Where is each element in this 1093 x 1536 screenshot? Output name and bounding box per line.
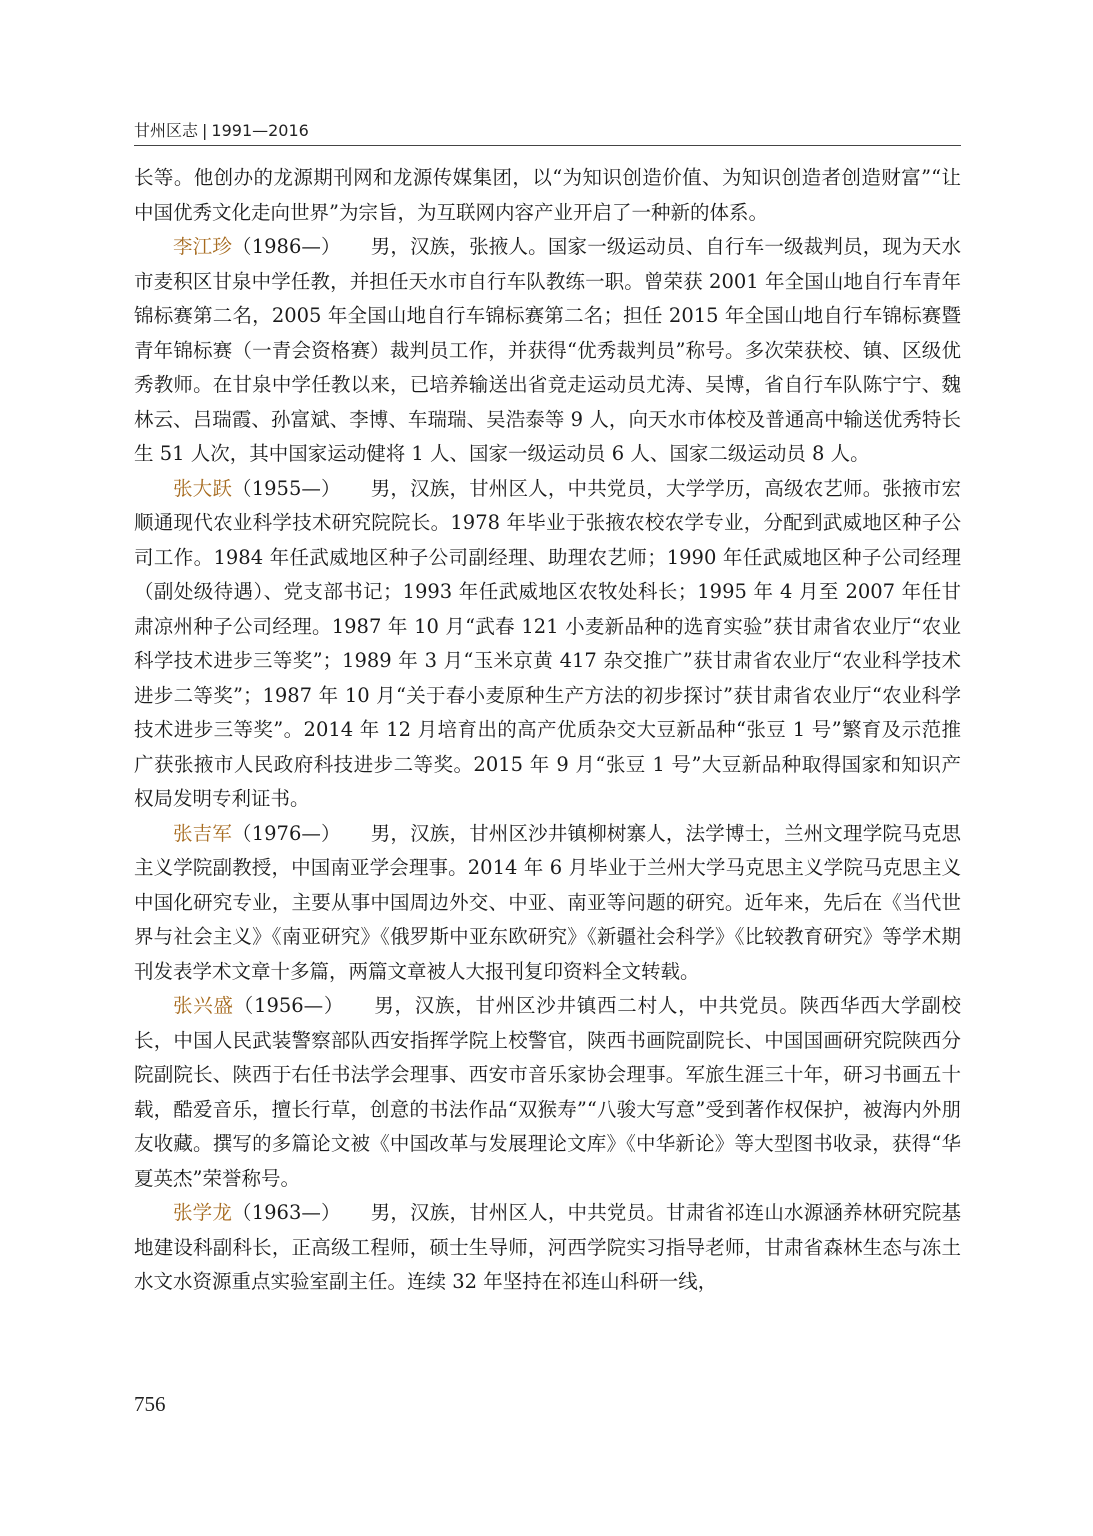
person-years: （1986—） [232,235,341,258]
running-header [134,121,961,141]
biography-text: 男，汉族，甘州区沙井镇西二村人，中共党员。陕西华西大学副校长，中国人民武装警察部队西安指挥学院上校警官，陕西书画院副院长、中国国画研究院陕西分院副院长、陕西于右任书法学会理事、西安市音乐家协会理事。军旅生涯三十年，研习书画五十载，酷爱音乐，擅长行草，创意的书法作品“双猴寿”“八骏大写意”受到著作权保护，被海内外朋友收藏。撰写的多篇论文被《中国改革与发展理论文库》《中华新论》等大型图书收录，获得“华夏英杰”荣誉称号。 [134,994,961,1190]
person-name: 李江珍 [173,235,233,258]
biography-text: 男，汉族，张掖人。国家一级运动员、自行车一级裁判员，现为天水市麦积区甘泉中学任教，并担任天水市自行车队教练一职。曾荣获 2001 年全国山地自行车青年锦标赛第二名，2005 年全国山地自行车锦标赛第二名；担任 2015 年全国山地自行车锦标赛暨青年锦标赛（一青会资格赛）裁判员工作，并获得“优秀裁判员”称号。多次荣获校、镇、区级优秀教师。在甘泉中学任教以来，已培养输送出省竞走运动员尤涛、吴博，省自行车队陈宁宁、魏林云、吕瑞霞、孙富斌、李博、车瑞瑞、吴浩泰等 9 人，向天水市体校及普通高中输送优秀特长生 51 人次，其中国家运动健将 1 人、国家一级运动员 6 人、国家二级运动员 8 人。 [134,235,961,465]
person-years: （1963—） [232,1201,341,1224]
page-number: 756 [134,1392,166,1416]
biography-entry [134,817,961,990]
biography-text: 男，汉族，甘州区人，中共党员，大学学历，高级农艺师。张掖市宏顺通现代农业科学技术研究院院长。1978 年毕业于张掖农校农学专业，分配到武威地区种子公司工作。1984 年任武威地区种子公司副经理、助理农艺师；1990 年任武威地区种子公司经理（副处级待遇）、党支部书记；1993 年任武威地区农牧处科长；1995 年 4 月至 2007 年任甘肃凉州种子公司经理。1987 年 10 月“武春 121 小麦新品种的选育实验”获甘肃省农业厅“农业科学技术进步三等奖”；1989 年 3 月“玉米京黄 417 杂交推广”获甘肃省农业厅“农业科学技术进步二等奖”；1987 年 10 月“关于春小麦原种生产方法的初步探讨”获甘肃省农业厅“农业科学技术进步三等奖”。2014 年 12 月培育出的高产优质杂交大豆新品种“张豆 1 号”繁育及示范推广获张掖市人民政府科技进步二等奖。2015 年 9 月“张豆 1 号”大豆新品种取得国家和知识产权局发明专利证书。 [134,476,961,810]
person-name: 张兴盛 [173,994,234,1017]
continuation-paragraph: 长等。他创办的龙源期刊网和龙源传媒集团，以“为知识创造价值、为知识创造者创造财富”“让中国优秀文化走向世界”为宗旨，为互联网内容产业开启了一种新的体系。 [134,166,961,224]
biography-entry [134,230,961,472]
person-name: 张学龙 [173,1201,233,1224]
page-body [134,161,961,1300]
person-years: （1955—） [232,476,341,500]
header-years: 1991—2016 [211,121,309,140]
biography-entry [134,989,961,1196]
biography-text: 男，汉族，甘州区沙井镇柳树寨人，法学博士，兰州文理学院马克思主义学院副教授，中国南亚学会理事。2014 年 6 月毕业于兰州大学马克思主义学院马克思主义中国化研究专业，主要从事中国周边外交、中亚、南亚等问题的研究。近年来，先后在《当代世界与社会主义》《南亚研究》《俄罗斯中亚东欧研究》《新疆社会科学》《比较教育研究》等学术期刊发表学术文章十多篇，两篇文章被人大报刊复印资料全文转载。 [134,821,961,983]
person-name: 张吉军 [173,821,233,845]
biography-entry [134,472,961,817]
header-book-title: 甘州区志 [134,121,199,140]
biography-text: 男，汉族，甘州区人，中共党员。甘肃省祁连山水源涵养林研究院基地建设科副科长，正高级工程师，硕士生导师，河西学院实习指导老师，甘肃省森林生态与冻土水文水资源重点实验室副主任。连续 32 年坚持在祁连山科研一线， [134,1201,961,1293]
person-years: （1956—） [233,994,345,1017]
person-name: 张大跃 [173,476,233,500]
person-years: （1976—） [232,821,341,845]
header-rule [134,145,961,146]
header-separator: | [202,121,208,140]
biography-entry [134,1196,961,1300]
